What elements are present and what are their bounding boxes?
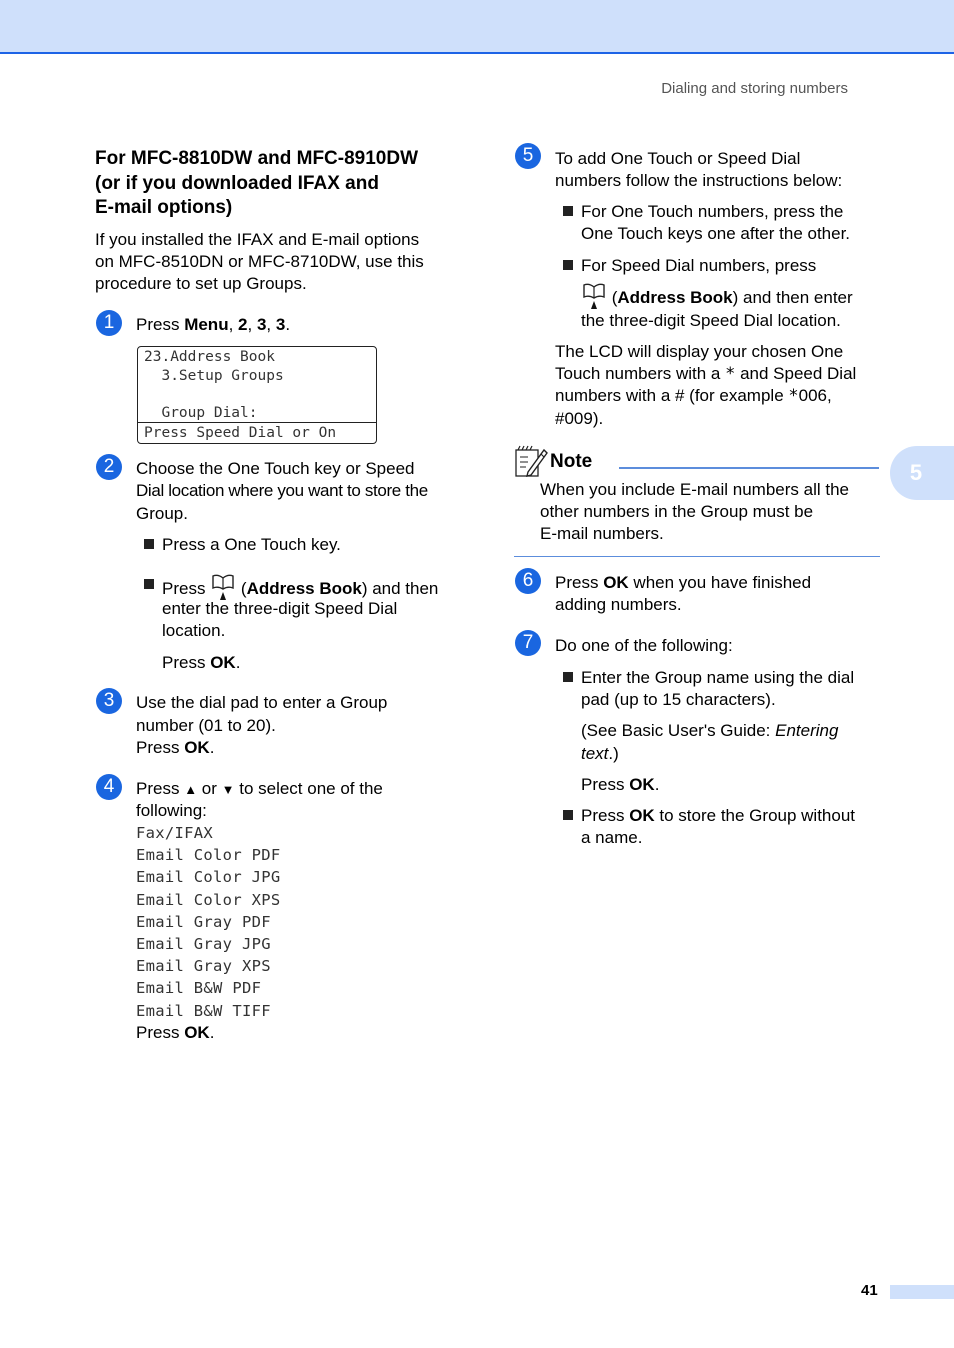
intro-line: If you installed the IFAX and E-mail options bbox=[95, 230, 420, 249]
intro-line: on MFC-8510DN or MFC-8710DW, use this bbox=[95, 252, 424, 271]
step-5-lcd-text: Touch numbers with a * and Speed Dial bbox=[555, 364, 857, 384]
option-item: Email B&W TIFF bbox=[136, 1001, 271, 1020]
down-arrow-icon: ▼ bbox=[221, 782, 235, 797]
lcd-line-2: 3.Setup Groups bbox=[144, 368, 284, 384]
step-3-icon: 3 bbox=[96, 688, 122, 714]
option-item: Fax/IFAX bbox=[136, 824, 214, 842]
bullet-marker bbox=[563, 260, 573, 270]
step-7-line: Do one of the following: bbox=[555, 636, 733, 655]
step-7-see-reference: text.) bbox=[581, 744, 619, 763]
step-1-text: Press Menu, 2, 3, 3. bbox=[136, 315, 291, 334]
step-7-bullet-1-line: pad (up to 15 characters). bbox=[581, 690, 776, 709]
step-5-lcd-text: #009). bbox=[555, 409, 604, 428]
option-item: Email Color PDF bbox=[136, 846, 281, 865]
step-2-line: Choose the One Touch key or Speed bbox=[136, 459, 415, 478]
step-4-icon: 4 bbox=[96, 774, 122, 800]
bullet-marker bbox=[563, 672, 573, 682]
lcd-line-4: Press Speed Dial or On bbox=[144, 425, 337, 441]
star-symbol: * bbox=[788, 386, 799, 406]
note-rule bbox=[514, 556, 880, 557]
lcd-display bbox=[137, 346, 377, 444]
intro-line: procedure to set up Groups. bbox=[95, 274, 307, 293]
page-number: 41 bbox=[861, 1282, 878, 1299]
heading-line: For MFC-8810DW and MFC-8910DW bbox=[95, 148, 419, 169]
option-item: Email B&W PDF bbox=[136, 979, 262, 998]
step-2-bullet-2-line: enter the three-digit Speed Dial bbox=[162, 599, 398, 618]
step-5-bullet-2-line: the three-digit Speed Dial location. bbox=[581, 311, 841, 330]
option-item: Email Gray JPG bbox=[136, 935, 271, 953]
step-6-icon: 6 bbox=[515, 568, 541, 594]
step-2-bullet-1: Press a One Touch key. bbox=[162, 535, 341, 554]
note-rule bbox=[619, 467, 879, 469]
step-7-see-reference: (See Basic User's Guide: Entering bbox=[581, 721, 839, 740]
up-arrow-icon: ▲ bbox=[184, 782, 198, 797]
bullet-marker bbox=[563, 810, 573, 820]
step-7-press-ok: Press OK. bbox=[581, 775, 660, 794]
note-text-line: When you include E-mail numbers all the bbox=[540, 480, 849, 499]
note-text-line: E-mail numbers. bbox=[540, 524, 664, 543]
step-4-press-ok: Press OK. bbox=[136, 1023, 215, 1042]
step-5-bullet-1-line: One Touch keys one after the other. bbox=[581, 224, 851, 243]
step-5-lcd-text: The LCD will display your chosen One bbox=[555, 342, 844, 361]
step-5-bullet-2: For Speed Dial numbers, press bbox=[581, 256, 817, 275]
option-item: Email Color JPG bbox=[136, 868, 281, 887]
star-symbol: * bbox=[725, 364, 736, 384]
step-5-bullet-1: For One Touch numbers, press the bbox=[581, 202, 844, 221]
lcd-line-3: Group Dial: bbox=[144, 405, 258, 421]
step-5-line: To add One Touch or Speed Dial bbox=[555, 149, 801, 168]
lcd-divider bbox=[138, 422, 376, 423]
step-5-icon: 5 bbox=[515, 143, 541, 169]
step-4-line: Press ▲ or ▼ to select one of the bbox=[136, 779, 383, 798]
step-7-bullet-2-line: a name. bbox=[581, 828, 643, 847]
step-1-icon: 1 bbox=[96, 310, 122, 336]
header-bar bbox=[0, 0, 954, 54]
step-2-press-ok: Press OK. bbox=[162, 653, 241, 672]
step-7-bullet-1: Enter the Group name using the dial bbox=[581, 668, 855, 687]
step-3-line: Use the dial pad to enter a Group bbox=[136, 693, 388, 712]
step-3-press-ok: Press OK. bbox=[136, 738, 215, 757]
step-2-line: Dial location where you want to store the bbox=[136, 481, 428, 500]
bullet-marker bbox=[144, 539, 154, 549]
step-7-bullet-2: Press OK to store the Group without bbox=[581, 806, 856, 825]
bullet-marker bbox=[144, 579, 154, 589]
chapter-tab: 5 bbox=[890, 446, 954, 500]
step-4-line: following: bbox=[136, 801, 207, 820]
step-2-bullet-2-line: location. bbox=[162, 621, 226, 640]
heading-line: E-mail options) bbox=[95, 197, 233, 218]
option-item: Email Gray PDF bbox=[136, 912, 271, 931]
step-5-line: numbers follow the instructions below: bbox=[555, 171, 843, 190]
running-header: Dialing and storing numbers bbox=[661, 80, 848, 97]
note-title: Note bbox=[550, 451, 593, 472]
option-item: Email Gray XPS bbox=[136, 957, 271, 976]
note-text-line: other numbers in the Group must be bbox=[540, 502, 814, 521]
option-item: Email Color XPS bbox=[136, 890, 281, 909]
note-pencil-icon bbox=[514, 444, 548, 483]
step-6-line: adding numbers. bbox=[555, 595, 682, 614]
step-2-line: Group. bbox=[136, 504, 188, 523]
step-7-icon: 7 bbox=[515, 630, 541, 656]
step-5-bullet-2-line: (Address Book) and then enter bbox=[581, 283, 853, 315]
lcd-line-1: 23.Address Book bbox=[144, 349, 275, 365]
heading-line: (or if you downloaded IFAX and bbox=[95, 172, 379, 194]
step-5-lcd-text: numbers with a # (for example *006, bbox=[555, 386, 832, 406]
step-2-bullet-2: Press (Address Book) and then bbox=[162, 574, 438, 606]
step-6-line: Press OK when you have finished bbox=[555, 573, 812, 592]
footer-bar bbox=[890, 1285, 954, 1299]
step-3-line: number (01 to 20). bbox=[136, 716, 276, 735]
step-2-icon: 2 bbox=[96, 454, 122, 480]
bullet-marker bbox=[563, 206, 573, 216]
